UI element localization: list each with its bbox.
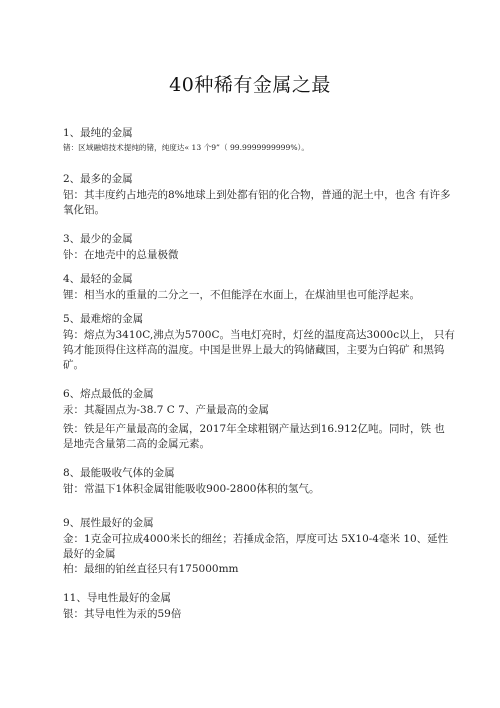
section-heading: 6、熔点最低的金属 xyxy=(63,388,154,400)
section-text: 柏：最细的铂丝直径只有175000mm xyxy=(63,563,239,575)
section-text: 是地壳含量第二高的金属元素。 xyxy=(63,438,210,450)
page-title: 40种稀有金属之最 xyxy=(169,74,331,96)
section-text: 锂：相当水的重量的二分之一，不但能浮在水面上，在煤油里也可能浮起来。 xyxy=(63,289,420,301)
section-heading: 9、展性最好的金属 xyxy=(63,517,154,529)
section-text: 矿。 xyxy=(63,359,84,371)
section-heading: 8、最能吸收气体的金属 xyxy=(63,467,175,479)
section-text: 锗：区域融熔技术提纯的锗，纯度达« 13 个9”（ 99.9999999999%）。 xyxy=(63,143,309,152)
section-heading: 3、最少的金属 xyxy=(63,233,133,245)
section-heading: 4、最轻的金属 xyxy=(63,273,133,285)
section-heading: 1、最纯的金属 xyxy=(63,127,133,139)
section-text: 钳：常温下1体积金属钳能吸收900-2800体积的氢气。 xyxy=(63,483,320,495)
section-text: 汞：其凝固点为-38.7 C 7、产量最高的金属 xyxy=(63,404,269,416)
section-text: 金：1克金可拉成4000米长的细丝；若捶成金箔，厚度可达 5X10-4毫米 10、延性 xyxy=(63,533,449,545)
section-text: 银：其导电性为汞的59倍 xyxy=(63,608,182,620)
section-text: 钋：在地壳中的总量极微 xyxy=(63,249,179,261)
section-text: 钨才能顶得住这样高的温度。中国是世界上最大的钨储藏国，主要为白钨矿 和黑钨 xyxy=(63,344,445,356)
section-text: 最好的金属 xyxy=(63,548,116,560)
section-text: 铁：铁是年产量最高的金属，2017年全球粗钢产量达到16.912亿吨。同时，铁 也 xyxy=(63,423,445,435)
section-text: 钨：熔点为3410C,沸点为5700C。当电灯亮时，灯丝的温度高达3000c以上， 只有 xyxy=(63,329,455,341)
section-text: 铝：其丰度约占地壳的8%地球上到处都有铝的化合物，普通的泥土中，也含 有许多 xyxy=(63,189,451,201)
section-text: 氧化铝。 xyxy=(63,204,105,216)
section-heading: 11、导电性最好的金属 xyxy=(63,592,171,604)
section-heading: 5、最难熔的金属 xyxy=(63,313,144,325)
section-heading: 2、最多的金属 xyxy=(63,173,133,185)
